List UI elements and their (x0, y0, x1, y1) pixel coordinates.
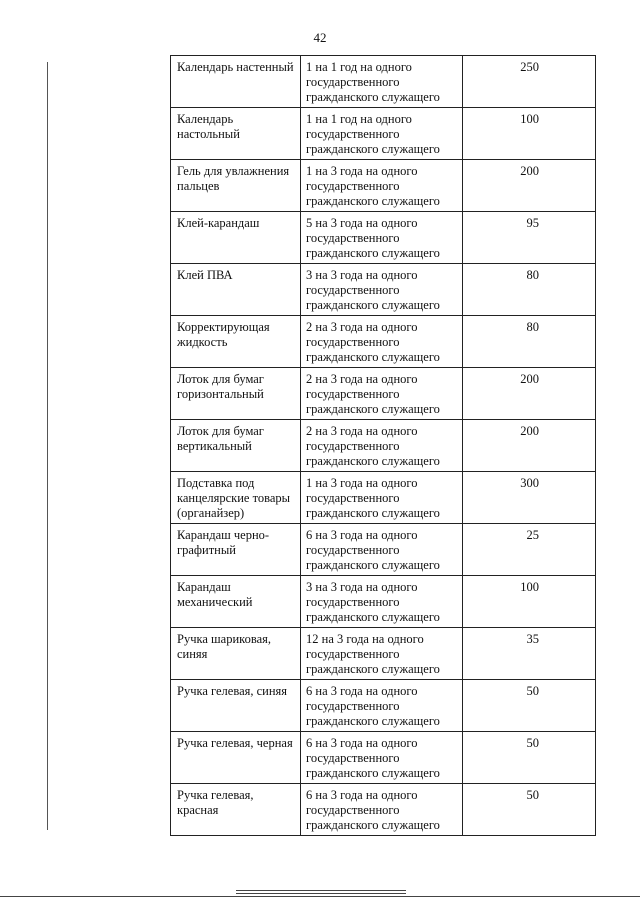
norm-cell: 3 на 3 года на одного государственного гражданского служащего (301, 576, 463, 628)
table-row (171, 420, 596, 472)
price-cell: 250 (463, 56, 596, 108)
price-cell: 80 (463, 264, 596, 316)
price-cell: 95 (463, 212, 596, 264)
price-cell: 200 (463, 160, 596, 212)
item-name-cell: Карандаш черно-графитный (171, 524, 301, 576)
item-name-cell: Лоток для бумаг горизонтальный (171, 368, 301, 420)
price-cell: 300 (463, 472, 596, 524)
price-cell: 100 (463, 576, 596, 628)
price-cell: 50 (463, 680, 596, 732)
item-name-cell: Лоток для бумаг вертикальный (171, 420, 301, 472)
norm-cell: 1 на 3 года на одного государственного гражданского служащего (301, 472, 463, 524)
item-name-cell: Ручка гелевая, черная (171, 732, 301, 784)
norm-cell: 2 на 3 года на одного государственного гражданского служащего (301, 368, 463, 420)
table-row (171, 784, 596, 836)
table-row (171, 264, 596, 316)
table-row (171, 472, 596, 524)
price-cell: 80 (463, 316, 596, 368)
item-name-cell: Корректирующая жидкость (171, 316, 301, 368)
item-name-cell: Карандаш механический (171, 576, 301, 628)
price-cell: 50 (463, 784, 596, 836)
norm-cell: 2 на 3 года на одного государственного гражданского служащего (301, 420, 463, 472)
item-name-cell: Клей-карандаш (171, 212, 301, 264)
page-number: 42 (313, 30, 327, 45)
norm-cell: 1 на 1 год на одного государственного гражданского служащего (301, 108, 463, 160)
table-row (171, 212, 596, 264)
footer-mark (236, 890, 406, 894)
norm-cell: 1 на 3 года на одного государственного гражданского служащего (301, 160, 463, 212)
norm-cell: 6 на 3 года на одного государственного гражданского служащего (301, 524, 463, 576)
item-name-cell: Клей ПВА (171, 264, 301, 316)
price-cell: 200 (463, 368, 596, 420)
norm-cell: 2 на 3 года на одного государственного гражданского служащего (301, 316, 463, 368)
norm-cell: 6 на 3 года на одного государственного гражданского служащего (301, 732, 463, 784)
item-name-cell: Календарь настенный (171, 56, 301, 108)
norm-cell: 3 на 3 года на одного государственного гражданского служащего (301, 264, 463, 316)
item-name-cell: Ручка гелевая, синяя (171, 680, 301, 732)
price-cell: 200 (463, 420, 596, 472)
table-row (171, 160, 596, 212)
table-row (171, 108, 596, 160)
table-row (171, 368, 596, 420)
item-name-cell: Ручка гелевая, красная (171, 784, 301, 836)
norm-cell: 5 на 3 года на одного государственного гражданского служащего (301, 212, 463, 264)
table-row (171, 56, 596, 108)
norm-cell: 6 на 3 года на одного государственного гражданского служащего (301, 784, 463, 836)
margin-line (47, 62, 48, 830)
item-name-cell: Календарь настольный (171, 108, 301, 160)
norm-cell: 6 на 3 года на одного государственного гражданского служащего (301, 680, 463, 732)
price-cell: 50 (463, 732, 596, 784)
table-row (171, 628, 596, 680)
item-name-cell: Ручка шариковая, синяя (171, 628, 301, 680)
price-cell: 35 (463, 628, 596, 680)
norm-cell: 1 на 1 год на одного государственного гражданского служащего (301, 56, 463, 108)
table-row (171, 316, 596, 368)
price-cell: 100 (463, 108, 596, 160)
price-cell: 25 (463, 524, 596, 576)
table-row (171, 576, 596, 628)
item-name-cell: Подставка под канцелярские товары (органайзер) (171, 472, 301, 524)
table-row (171, 524, 596, 576)
footer-divider (0, 896, 640, 897)
item-name-cell: Гель для увлажнения пальцев (171, 160, 301, 212)
supplies-table (170, 55, 596, 836)
table-row (171, 680, 596, 732)
table-row (171, 732, 596, 784)
norm-cell: 12 на 3 года на одного государственного гражданского служащего (301, 628, 463, 680)
